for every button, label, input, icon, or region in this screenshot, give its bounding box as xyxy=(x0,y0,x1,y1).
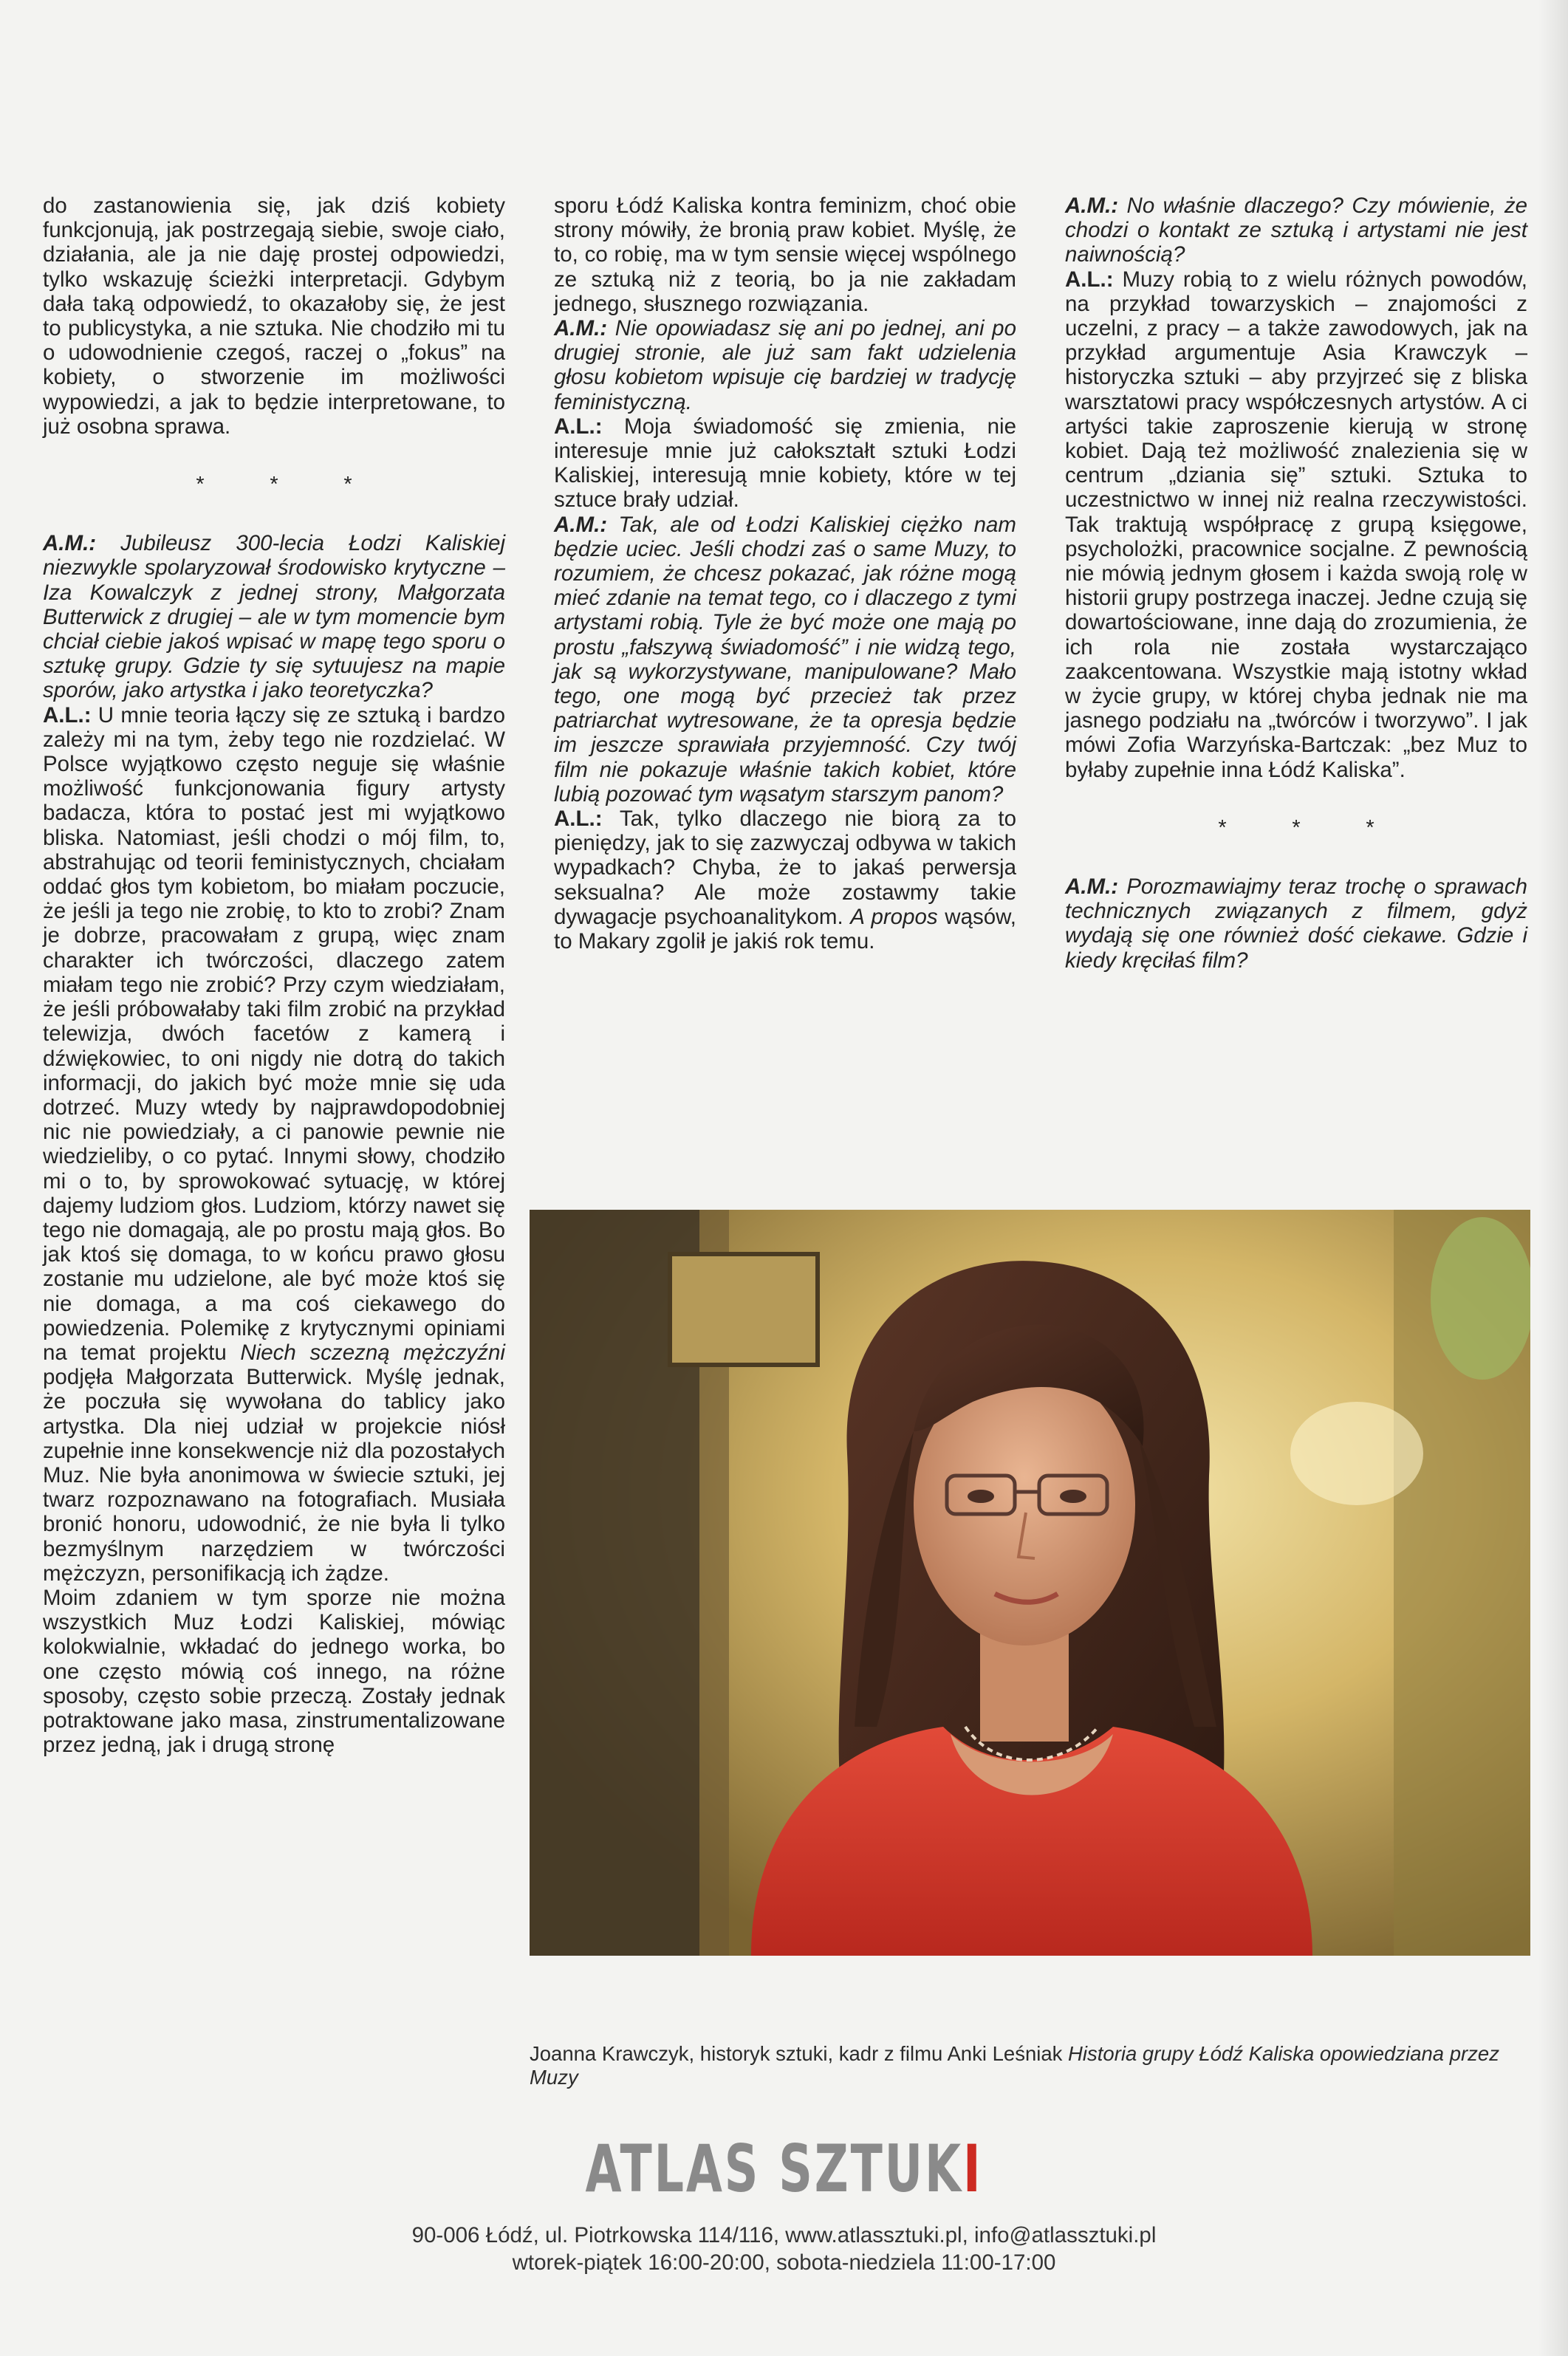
speaker-label: A.M.: xyxy=(1065,874,1119,900)
interview-answer xyxy=(43,703,505,1586)
caption-film-title: Historia grupy Łódź Kaliska opowiedziana przez Muzy xyxy=(530,2041,1499,2089)
star-glyph: * xyxy=(1218,815,1227,840)
star-glyph: * xyxy=(270,473,278,497)
paragraph: Moim zdaniem w tym sporze nie można wszystkich Muz Łodzi Kaliskiej, mówiąc kolokwialnie, wkładać do jednego worka, bo one często mówią coś innego, na różne sposoby, często sobie przeczą. Zostały jednak potraktowane jako masa, zinstrumentalizowane przez jedną, jak i drugą stronę xyxy=(43,1585,505,1758)
work-title: Niech sczezną mężczyźni xyxy=(240,1340,505,1365)
latin-phrase: A propos xyxy=(850,904,938,929)
star-glyph: * xyxy=(196,473,205,497)
interview-question xyxy=(43,531,505,702)
interview-answer xyxy=(554,414,1016,513)
answer-text: Tak, tylko dlaczego nie biorą za to pieniędzy, jak to się zazwyczaj odbywa w takich wypadkach? Chyba, że to jakaś perwersja seksualna? Ale może zostawmy takie dywagacje psychoanalitykom. xyxy=(554,807,1016,929)
question-text: No właśnie dlaczego? Czy mówienie, że chodzi o kontakt ze sztuką i artystami nie jest naiwnością? xyxy=(1065,194,1527,267)
speaker-label: A.L.: xyxy=(554,414,603,439)
star-glyph: * xyxy=(343,473,352,497)
speaker-label: A.M.: xyxy=(43,531,97,556)
section-divider-stars xyxy=(1065,816,1527,840)
speaker-label: A.L.: xyxy=(43,702,92,727)
footer-hours: wtorek-piątek 16:00-20:00, sobota-niedziela 11:00-17:00 xyxy=(512,2250,1056,2275)
star-glyph: * xyxy=(1366,815,1374,840)
interview-answer xyxy=(1065,267,1527,782)
speaker-label: A.L.: xyxy=(554,807,603,832)
speaker-label: A.M.: xyxy=(554,512,608,537)
section-divider-stars xyxy=(43,473,505,497)
question-text: Porozmawiajmy teraz trochę o sprawach technicznych związanych z filmem, gdyż wydają się one również dość ciekawe. Gdzie i kiedy kręciłaś film? xyxy=(1065,874,1527,973)
interview-answer xyxy=(554,807,1016,953)
text-column-3 xyxy=(1065,194,1527,973)
portrait-illustration xyxy=(530,1210,1530,1956)
logo-accent-letter: I xyxy=(962,2131,983,2207)
atlas-sztuki-logo xyxy=(219,2131,1349,2207)
star-glyph: * xyxy=(1292,815,1301,840)
paragraph: do zastanowienia się, jak dziś kobiety funkcjonują, jak postrzegają siebie, swoje ciało, działania, ale ja nie daję prostej odpowiedzi, tylko wskazuję ścieżki interpretacji. Gdybym dała taką odpowiedź, to okazałoby się, że jest to publicystyka, a nie sztuka. Nie chodziło mi tu o udowodnienie czegoś, raczej o „fokus” na kobiety, o stworzenie im możliwości wypowiedzi, a jak to będzie interpretowane, to już osobna sprawa. xyxy=(43,194,505,439)
text-column-1 xyxy=(43,194,505,1757)
footer-address: 90-006 Łódź, ul. Piotrkowska 114/116, www.atlassztuki.pl, info@atlassztuki.pl xyxy=(411,2223,1157,2247)
answer-text: Moja świadomość się zmienia, nie interesuje mnie już całokształt sztuki Łodzi Kaliskiej, interesują mnie kobiety, które w tej sztuce brały udział. xyxy=(554,414,1016,513)
page-edge-shadow xyxy=(1538,0,1568,2356)
question-text: Jubileusz 300-lecia Łodzi Kaliskiej niezwykle spolaryzował środowisko krytyczne – Iza Kowalczyk z jednej strony, Małgorzata Butterwick z drugiej – ale w tym momencie bym chciał ciebie jakoś wpisać w mapę tego sporu o sztukę grupy. Gdzie ty się sytuujesz na mapie sporów, jako artystka i jako teoretyczka? xyxy=(43,531,505,703)
answer-text: wąsów, to Makary zgolił je jakiś rok temu. xyxy=(554,904,1016,954)
question-text: Nie opowiadasz się ani po jednej, ani po drugiej stronie, ale już sam fakt udzielenia głosu kobietom wpisuje cię bardziej w tradycję feministyczną. xyxy=(554,316,1016,414)
question-text: Tak, ale od Łodzi Kaliskiej ciężko nam będzie uciec. Jeśli chodzi zaś o same Muzy, to rozumiem, że chcesz pokazać, jak różne mogą mieć zdanie na temat tego, co i dlaczego z tymi artystami robią. Tyle że być może one mają po prostu „fałszywą świadomość” i nie widzą tego, jak są wykorzystywane, manipulowane? Mało tego, one mogą być przecież tak przez patriarchat wytresowane, że ta opresja będzie im jeszcze sprawiała przyjemność. Czy twój film nie pokazuje właśnie takich kobiet, które lubią pozować tym wąsatym starszym panom? xyxy=(554,512,1016,807)
interview-question xyxy=(1065,194,1527,267)
answer-text: podjęła Małgorzata Butterwick. Myślę jednak, że poczuła się wywołana do tablicy jako artystka. Dla niej udział w projekcie niósł zupełnie inne konsekwencje niż dla pozostałych Muz. Nie była anonimowa w świecie sztuki, jej twarz rozpoznawano na fotografiach. Musiała bronić honoru, udowodnić, że nie była li tylko bezmyślnym narzędziem w twórczości mężczyzn, personifikacją ich żądze. xyxy=(43,1365,505,1586)
interview-question xyxy=(554,316,1016,414)
speaker-label: A.M.: xyxy=(1065,194,1119,218)
footer-contact xyxy=(0,2222,1568,2276)
film-still-photo xyxy=(530,1210,1530,1956)
text-column-2 xyxy=(554,194,1016,953)
speaker-label: A.M.: xyxy=(554,316,608,341)
paragraph: sporu Łódź Kaliska kontra feminizm, choć obie strony mówiły, że bronią praw kobiet. Myślę, że to, co robię, ma w tym sensie więcej wspólnego ze sztuką niż z teorią, bo ja nie zakładam jednego, słusznego rozwiązania. xyxy=(554,194,1016,316)
answer-text: U mnie teoria łączy się ze sztuką i bardzo zależy mi na tym, żeby tego nie rozdzielać. W Polsce wyjątkowo często neguje się właśnie możliwość funkcjonowania figury artysty badacza, która to postać jest mi wyjątkowo bliska. Natomiast, jeśli chodzi o mój film, to, abstrahując od teorii feministycznych, chciałam oddać głos tym kobietom, bo miałam poczucie, że jeśli ja tego nie zrobię, to kto to zrobi? Znam je dobrze, pracowałam z grupą, więc znam charakter ich twórczości, dlaczego zatem miałam tego nie zrobić? Przy czym wiedziałam, że jeśli próbowałaby taki film zrobić na przykład telewizja, dwóch facetów z kamerą i dźwiękowiec, to oni nigdy nie dotrą do takich informacji, do jakich być może mnie się uda dotrzeć. Muzy wtedy by najprawdopodobniej nic nie powiedziały, a ci panowie pewnie nie wiedzieliby, o co pytać. Innymi słowy, chodziło mi o to, by sprowokować sytuację, w której dajemy ludziom głos. Ludziom, którzy nawet się tego nie domagają, ale po prostu mają głos. Bo jak ktoś się domaga, to w końcu prawo głosu zostanie mu udzielone, ale być może ktoś się nie domaga, a ma coś ciekawego do powiedzenia. Polemikę z krytycznymi opiniami na temat projektu xyxy=(43,702,505,1365)
speaker-label: A.L.: xyxy=(1065,267,1114,292)
photo-caption xyxy=(530,2042,1530,2089)
interview-question xyxy=(1065,874,1527,973)
logo-wordmark: ATLAS SZTUK xyxy=(585,2131,963,2207)
answer-text: Muzy robią to z wielu różnych powodów, na przykład towarzyskich – znajomości z uczelni, z pracy – a także zawodowych, jak na przykład argumentuje Asia Krawczyk – historyczka sztuki – aby przyjrzeć się z bliska warsztatowi pracy współczesnych artystów. A ci artyści takie zaproszenie kierują w stronę kobiet. Dają też możliwość znalezienia się w centrum „dziania się” sztuki. Sztuka to uczestnictwo w innej niż realna rzeczywistości. Tak traktują współpracę z grupą księgowe, psycholożki, pracownice socjalne. Z pewnością nie mówią jednym głosem i każda swoją rolę w historii grupy postrzega inaczej. Jedne czują się dowartościowane, inne dają do zrozumienia, że ich rola nie została wystarczająco zaakcentowana. Wszystkie mają istotny wkład w życie grupy, w której chyba jednak nie ma jasnego podziału na „twórców i tworzywo”. I jak mówi Zofia Warzyńska-Bartczak: „bez Muz to byłaby zupełnie inna Łódź Kaliska”. xyxy=(1065,267,1527,782)
interview-question xyxy=(554,513,1016,807)
caption-text: Joanna Krawczyk, historyk sztuki, kadr z filmu Anki Leśniak xyxy=(530,2041,1069,2065)
